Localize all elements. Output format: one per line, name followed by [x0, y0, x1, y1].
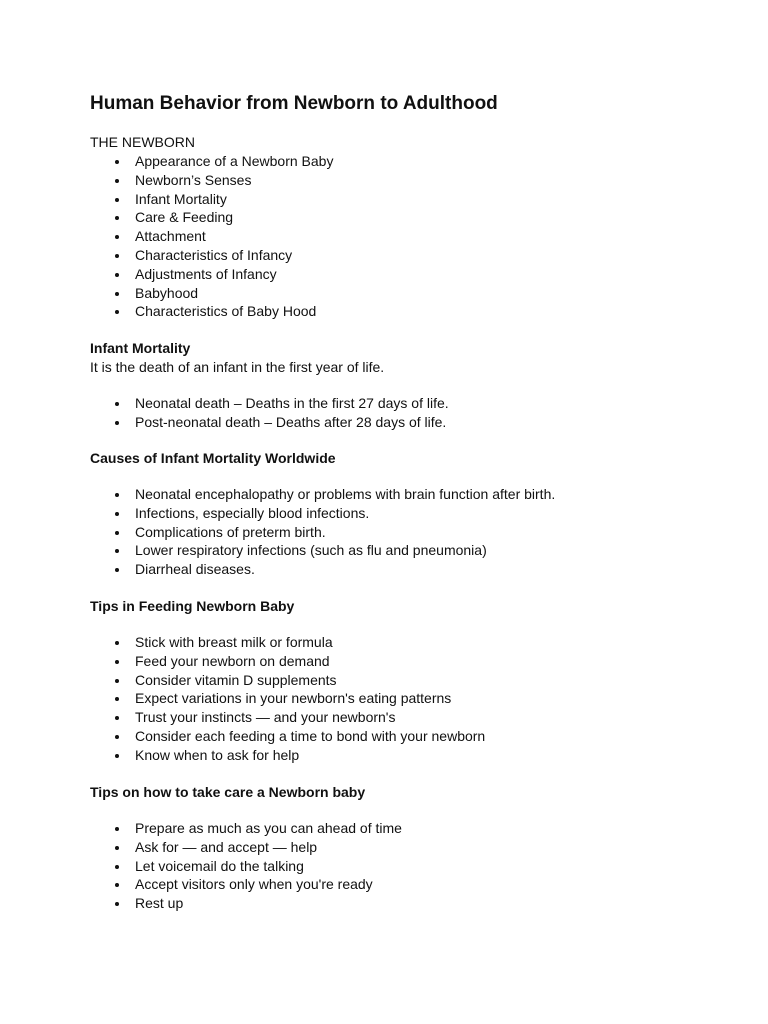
bullet-icon [115, 697, 119, 701]
list-item [90, 746, 485, 765]
list-item-text: Prepare as much as you can ahead of time [135, 820, 402, 836]
list-item-text: Infant Mortality [135, 190, 227, 207]
causes-heading: Causes of Infant Mortality Worldwide [90, 450, 336, 466]
list-item [90, 560, 555, 579]
infant-mortality-heading: Infant Mortality [90, 340, 191, 356]
list-item [90, 857, 402, 876]
list-item-text: Neonatal encephalopathy or problems with brain function after birth. [135, 486, 556, 502]
list-item [90, 152, 333, 171]
bullet-icon [115, 679, 119, 683]
list-item-text: Attachment [135, 228, 206, 245]
list-item-text: Neonatal death – Deaths in the first 27 days of life. [135, 395, 449, 411]
list-item [90, 689, 485, 708]
bullet-icon [115, 827, 119, 831]
list-item [90, 504, 555, 523]
list-item [90, 875, 402, 894]
bullet-icon [115, 883, 119, 887]
list-item-text: Adjustments of Infancy [135, 265, 277, 282]
list-item [90, 246, 333, 265]
list-item-text: Consider each feeding a time to bond with your newborn [135, 727, 486, 744]
list-item-text: Characteristics of Baby Hood [135, 303, 317, 320]
list-item-text: Stick with breast milk or formula [135, 634, 333, 650]
list-item [90, 284, 333, 303]
care-tips-heading: Tips on how to take care a Newborn baby [90, 784, 366, 800]
bullet-icon [115, 254, 119, 258]
list-item-text: Expect variations in your newborn's eating patterns [135, 690, 452, 707]
list-item [90, 302, 333, 321]
list-item [90, 227, 333, 246]
bullet-icon [115, 160, 119, 164]
list-item-text: Diarrheal diseases. [135, 561, 255, 578]
list-item [90, 208, 333, 227]
list-item-text: Post-neonatal death – Deaths after 28 days of life. [135, 413, 447, 430]
bullet-icon [115, 735, 119, 739]
list-item-text: Consider vitamin D supplements [135, 671, 337, 688]
bullet-icon [115, 660, 119, 664]
list-item [90, 727, 485, 746]
list-item-text: Feed your newborn on demand [135, 652, 330, 669]
list-item [90, 485, 555, 504]
bullet-icon [115, 902, 119, 906]
bullet-icon [115, 865, 119, 869]
list-item-text: Complications of preterm birth. [135, 523, 326, 540]
list-item-text: Newborn’s Senses [135, 171, 252, 188]
list-item [90, 171, 333, 190]
list-item-text: Babyhood [135, 284, 199, 301]
list-item [90, 265, 333, 284]
feeding-tips-list [90, 633, 485, 765]
list-item-text: Rest up [135, 895, 184, 912]
bullet-icon [115, 273, 119, 277]
newborn-topics-list [90, 152, 333, 321]
bullet-icon [115, 846, 119, 850]
bullet-icon [115, 235, 119, 239]
list-item-text: Ask for — and accept — help [135, 838, 318, 855]
page-title: Human Behavior from Newborn to Adulthood [90, 93, 498, 114]
list-item-text: Appearance of a Newborn Baby [135, 153, 334, 169]
bullet-icon [115, 568, 119, 572]
list-item-text: Let voicemail do the talking [135, 857, 304, 874]
list-item-text: Accept visitors only when you're ready [135, 876, 373, 893]
bullet-icon [115, 421, 119, 425]
list-item-text: Know when to ask for help [135, 746, 300, 763]
bullet-icon [115, 641, 119, 645]
bullet-icon [115, 716, 119, 720]
bullet-icon [115, 512, 119, 516]
list-item [90, 708, 485, 727]
bullet-icon [115, 402, 119, 406]
causes-list [90, 485, 555, 579]
care-tips-list [90, 819, 402, 913]
list-item [90, 652, 485, 671]
infant-mortality-definition: It is the death of an infant in the first year of life. [90, 359, 385, 375]
list-item [90, 894, 402, 913]
list-item [90, 671, 485, 690]
bullet-icon [115, 493, 119, 497]
list-item-text: Infections, especially blood infections. [135, 504, 370, 521]
list-item [90, 394, 449, 413]
list-item [90, 413, 449, 432]
bullet-icon [115, 198, 119, 202]
bullet-icon [115, 216, 119, 220]
bullet-icon [115, 292, 119, 296]
bullet-icon [115, 179, 119, 183]
feeding-tips-heading: Tips in Feeding Newborn Baby [90, 598, 295, 614]
bullet-icon [115, 531, 119, 535]
list-item [90, 819, 402, 838]
infant-mortality-list [90, 394, 449, 432]
list-item-text: Trust your instincts — and your newborn's [135, 709, 396, 726]
bullet-icon [115, 310, 119, 314]
list-item [90, 838, 402, 857]
list-item [90, 523, 555, 542]
list-item-text: Characteristics of Infancy [135, 246, 293, 263]
list-item [90, 633, 485, 652]
list-item-text: Lower respiratory infections (such as flu and pneumonia) [135, 542, 487, 559]
list-item-text: Care & Feeding [135, 209, 234, 226]
bullet-icon [115, 549, 119, 553]
list-item [90, 541, 555, 560]
list-item [90, 190, 333, 209]
newborn-heading: THE NEWBORN [90, 134, 195, 150]
bullet-icon [115, 754, 119, 758]
